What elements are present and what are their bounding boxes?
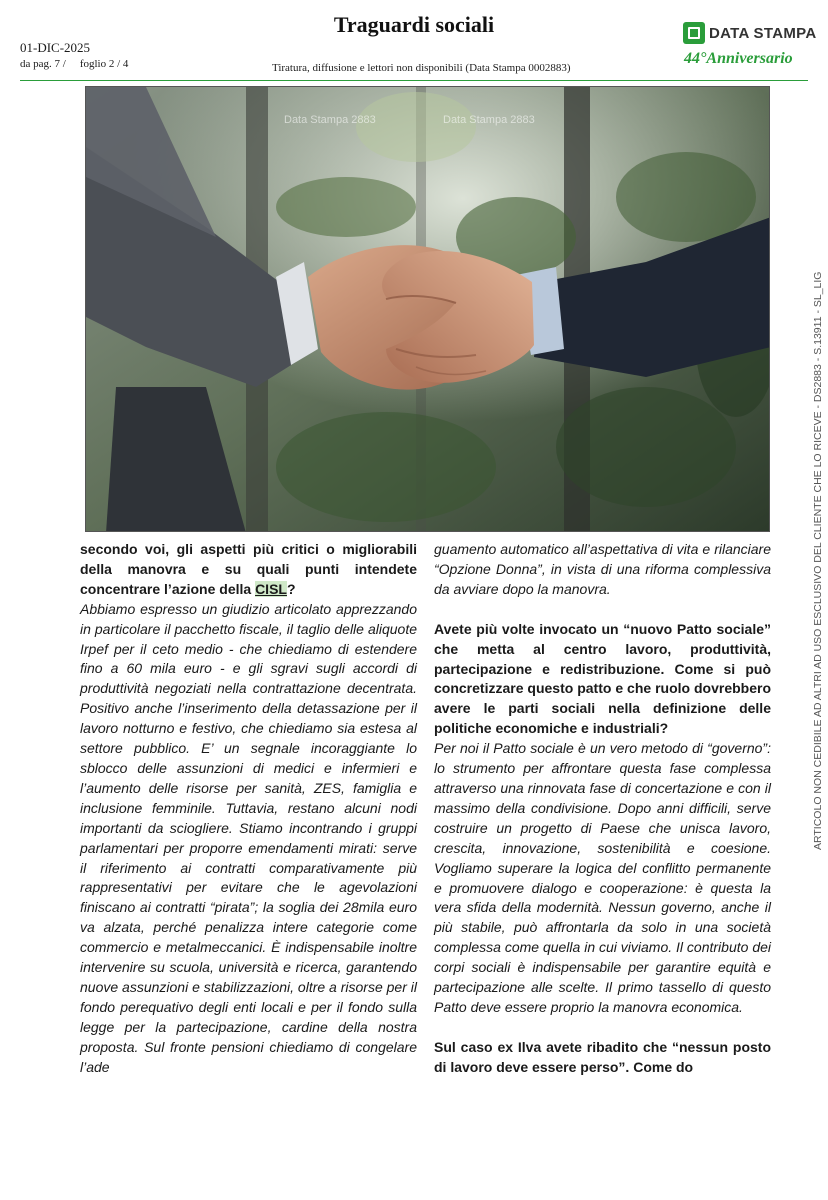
publication-title: Traguardi sociali	[333, 12, 495, 37]
photo-watermark: Data Stampa 2883	[284, 114, 376, 126]
question-1	[80, 540, 417, 600]
side-notice-text: ARTICOLO NON CEDIBILE AD ALTRI AD USO ESCLUSIVO DEL CLIENTE CHE LO RICEVE - DS2883 - S.13911 - SL_LIG	[812, 271, 824, 850]
from-page: da pag. 7 /	[20, 58, 66, 70]
header-divider	[20, 80, 808, 81]
cisl-link[interactable]: CISL	[255, 580, 287, 597]
sheet-number: foglio 2 / 4	[79, 58, 129, 70]
answer-1-part-2: guamento automatico all’aspettativa di vita e rilanciare “Opzione Donna”, in vista di una riforma complessiva da avviare dopo la manovra.	[434, 541, 771, 597]
question-1-text: secondo voi, gli aspetti più critici o migliorabili della manovra e su quali punti intendete concentrare l’azione della	[80, 541, 417, 597]
readers-note: Tiratura, diffusione e lettori non disponibili (Data Stampa 0002883)	[272, 62, 571, 74]
issue-date: 01-DIC-2025	[20, 40, 91, 55]
side-notice	[812, 210, 826, 850]
answer-1-part-1: Abbiamo espresso un giudizio articolato apprezzando in particolare il pacchetto fiscale, il taglio delle aliquote Irpef per il ceto medio - che chiediamo di estendere fino a 60 mila euro - e gli sgravi sugli accordi di produttività negoziati nella contrattazione decentrata. Positivo anche l’inserimento della detassazione per il lavoro notturno e festivo, che chiediamo sia estesa al settore pubblico. E’ un segnale incoraggiante lo sblocco delle assunzioni di medici e infermieri e l’aumento delle risorse per sanità, ZES, famiglia e inclusione femminile. Tuttavia, restano alcuni nodi importanti da sciogliere. Stiamo incontrando i gruppi parlamentari per proporre emendamenti mirati: serve il riferimento ai contratti comparativamente più rappresentativi per evitare che le agevolazioni finiscano ai contratti “pirata”; la soglia dei 28mila euro va alzata, perché penalizza intere categorie come commercio e metalmeccanici. È indispensabile inoltre intervenire su scuola, università e ricerca, garantendo nuove assunzioni e stabilizzazioni, oltre a risorse per il fondo perequativo degli enti locali e per il fondo sulla legge per la partecipazione, cardine della nostra proposta. Sul fronte pensioni chiediamo di congelare l’ade	[80, 600, 417, 1075]
brand-name: DATA STAMPA	[709, 24, 817, 42]
data-stampa-logo	[683, 22, 816, 44]
answer-2: Per noi il Patto sociale è un vero metodo di “governo”: lo strumento per affrontare questa fase complessa attraverso una rinnovata fase di concertazione e con il massimo della condivisione. Dopo anni difficili, serve costruire un progetto di Paese che unisca lavoro, crescita, innovazione, sostenibilità e coesione. Vogliamo superare la logica del conflitto permanente e promuovere dialogo e cooperazione: è questa la vera sfida della modernità. Nessun governo, anche il più stabile, può affrontarla da solo in una società complessa come quella in cui viviamo. Il contributo dei corpi sociali è indispensabile per garantire equità e partecipazione alle scelte. Il primo tassello di questo Patto deve essere proprio la manovra economica.	[434, 740, 771, 1015]
question-1-end: ?	[286, 580, 296, 597]
question-3: Sul caso ex Ilva avete ribadito che “nessun posto di lavoro deve essere perso”. Come do	[434, 1038, 771, 1075]
anniversary-label: 44°Anniversario	[684, 50, 793, 67]
data-stampa-logo-icon	[683, 22, 705, 44]
article-column-right	[434, 540, 771, 1078]
question-2: Avete più volte invocato un “nuovo Patto sociale” che metta al centro lavoro, produttività, partecipazione e redistribuzione. Come si può concretizzare questo patto e che ruolo dovrebbero avere le parti sociali nella definizione delle politiche economiche e industriali?	[434, 620, 771, 737]
handshake-photo	[85, 86, 770, 532]
handshake-illustration	[86, 87, 770, 532]
photo-watermark: Data Stampa 2883	[443, 114, 535, 126]
article-column-left	[80, 540, 417, 1077]
page-info	[20, 58, 128, 70]
